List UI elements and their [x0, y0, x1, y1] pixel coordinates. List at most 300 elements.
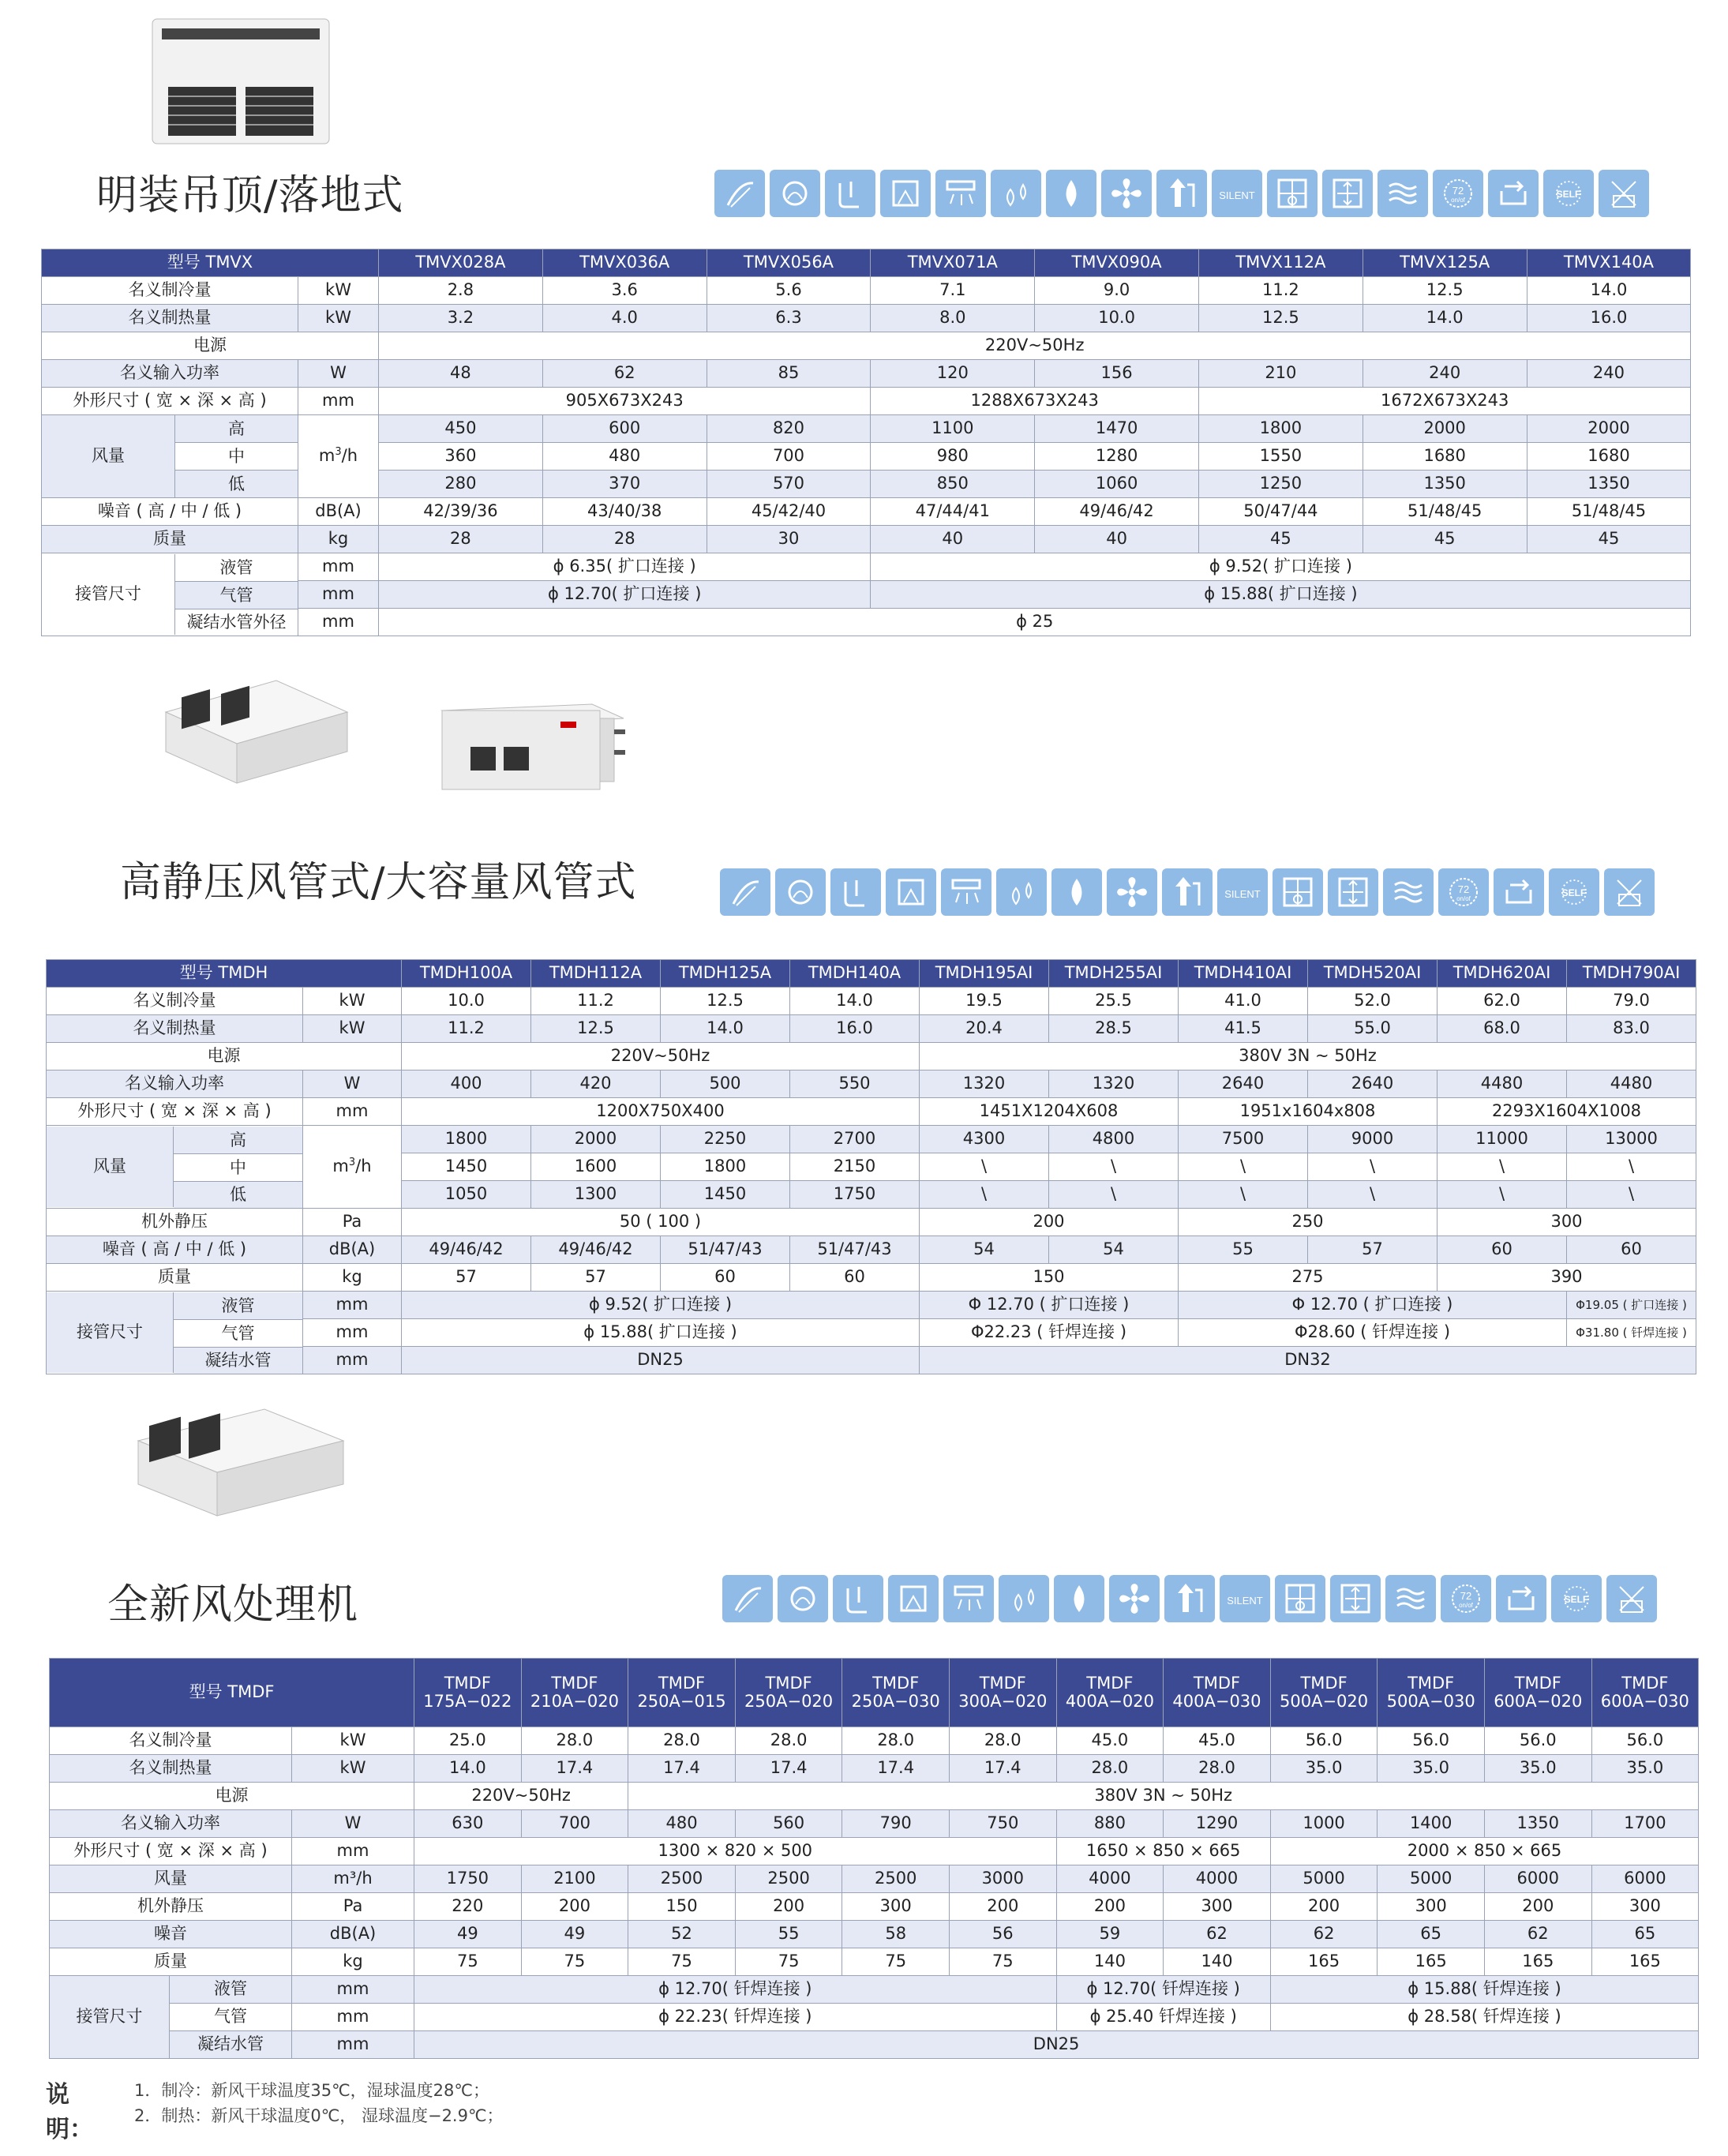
fan-icon [1101, 170, 1152, 217]
value-cell: 19.5 [920, 988, 1049, 1015]
sub-label: 气管 [174, 1320, 302, 1348]
row-label: 名义输入功率 [42, 360, 298, 388]
svg-text:on/of: on/of [1459, 1602, 1473, 1609]
sub-label: 低 [175, 471, 298, 497]
row-noise [50, 1921, 1699, 1948]
row-pipe-drain [50, 2031, 1699, 2059]
note-line-2: 2．制热：新风干球温度0℃， 湿球温度−2.9℃； [134, 2106, 504, 2125]
value-cell: 1550 [1198, 443, 1363, 471]
value-cell: 400 [402, 1071, 531, 1098]
value-cell: 20.4 [920, 1015, 1049, 1043]
value-cell: 43/40/38 [542, 498, 707, 526]
value-cell: 390 [1438, 1264, 1696, 1292]
value-cell: 85 [707, 360, 871, 388]
value-cell: 450 [379, 415, 543, 443]
row-dims [50, 1838, 1699, 1865]
value-cell: 48 [379, 360, 543, 388]
value-cell: 35.0 [1591, 1755, 1699, 1783]
row-dims [47, 1098, 1696, 1126]
value-cell: 40 [1035, 526, 1199, 553]
value-cell: 8.0 [871, 305, 1035, 332]
value-cell: 11.2 [1198, 277, 1363, 305]
notes-label: 说明： [46, 2081, 93, 2143]
value-cell: 4800 [1049, 1126, 1179, 1153]
value-cell: Φ31.80 ( 钎焊连接 ) [1567, 1319, 1696, 1347]
value-cell: 41.5 [1179, 1015, 1308, 1043]
value-cell: 17.4 [842, 1755, 950, 1783]
value-cell: \ [1308, 1181, 1438, 1209]
value-cell: 2640 [1308, 1071, 1438, 1098]
unit-cell: mm [298, 609, 379, 636]
value-cell: 45.0 [1056, 1727, 1164, 1755]
row-label: 接管尺寸 [47, 1292, 174, 1373]
model-cell: TMVX112A [1198, 249, 1363, 277]
value-cell: 1700 [1591, 1810, 1699, 1838]
value-cell: 55 [1179, 1236, 1308, 1264]
unit-cell: mm [298, 553, 379, 581]
value-cell: 2640 [1179, 1071, 1308, 1098]
value-cell: 1951x1604x808 [1179, 1098, 1438, 1126]
timer-72-icon [1433, 170, 1483, 217]
row-pipe-liquid [42, 553, 1691, 581]
value-cell: ϕ 6.35( 扩口连接 ) [379, 553, 871, 581]
value-cell: 1320 [1049, 1071, 1179, 1098]
value-cell: 52.0 [1308, 988, 1438, 1015]
model-cell: TMDF 400A−020 [1056, 1659, 1164, 1727]
model-cell: TMDF 400A−030 [1164, 1659, 1271, 1727]
pipe-label-group [42, 553, 298, 636]
row-label: 名义制热量 [47, 1015, 303, 1043]
value-cell: 1451X1204X608 [920, 1098, 1179, 1126]
self-diagnose-icon [1543, 170, 1594, 217]
value-cell: 905X673X243 [379, 388, 871, 415]
value-cell: 49/46/42 [402, 1236, 531, 1264]
value-cell: 750 [950, 1810, 1057, 1838]
value-cell: 54 [1049, 1236, 1179, 1264]
value-cell: 7500 [1179, 1126, 1308, 1153]
row-label: 名义输入功率 [50, 1810, 292, 1838]
value-cell: 11.2 [531, 988, 661, 1015]
model-cell: TMDF 500A−030 [1378, 1659, 1485, 1727]
fresh-air-unit-image [130, 1401, 351, 1520]
model-cell: TMDH620AI [1438, 960, 1567, 988]
value-cell: 40 [871, 526, 1035, 553]
value-cell: 200 [521, 1893, 628, 1921]
value-cell: ϕ 15.88( 扩口连接 ) [871, 581, 1691, 609]
row-power-supply [42, 332, 1691, 360]
value-cell: 60 [790, 1264, 920, 1292]
row-label: 外形尺寸 ( 宽 × 深 × 高 ) [47, 1098, 303, 1126]
value-cell: 79.0 [1567, 988, 1696, 1015]
value-cell: DN25 [414, 2031, 1699, 2059]
value-cell: 200 [950, 1893, 1057, 1921]
value-cell: 3.2 [379, 305, 543, 332]
value-cell: 240 [1363, 360, 1527, 388]
row-label: 机外静压 [50, 1893, 292, 1921]
value-cell: 2000 [531, 1126, 661, 1153]
value-cell: 2500 [735, 1865, 842, 1893]
model-cell: TMVX036A [542, 249, 707, 277]
value-cell: 2500 [842, 1865, 950, 1893]
row-label: 名义输入功率 [47, 1071, 303, 1098]
sub-label: 中 [174, 1154, 302, 1182]
value-cell: 220V~50Hz [379, 332, 1691, 360]
value-cell: 1060 [1035, 471, 1199, 498]
value-cell: ϕ 25.40 钎焊连接 ) [1056, 2004, 1270, 2031]
model-cell: TMVX056A [707, 249, 871, 277]
value-cell: 50/47/44 [1198, 498, 1363, 526]
unit-cell: dB(A) [303, 1236, 402, 1264]
value-cell: 45/42/40 [707, 498, 871, 526]
value-cell: 56.0 [1591, 1727, 1699, 1755]
silent-icon [1220, 1575, 1270, 1622]
wave-icon [1385, 1575, 1436, 1622]
value-cell: 1300 × 820 × 500 [414, 1838, 1057, 1865]
grid-icon [1267, 170, 1318, 217]
unit-cell: kW [303, 1015, 402, 1043]
value-cell: 28.0 [735, 1727, 842, 1755]
value-cell: 58 [842, 1921, 950, 1948]
unit-cell: kW [292, 1727, 414, 1755]
value-cell: 140 [1056, 1948, 1164, 1976]
unit-cell: mm [292, 2031, 414, 2059]
value-cell: \ [1438, 1181, 1567, 1209]
unit-cell: mm [303, 1292, 402, 1319]
value-cell: 11.2 [402, 1015, 531, 1043]
value-cell: 1680 [1527, 443, 1691, 471]
header-model: 型号 TMDH [47, 960, 402, 988]
value-cell: 2250 [661, 1126, 790, 1153]
value-cell: 56.0 [1270, 1727, 1378, 1755]
value-cell: 62 [1164, 1921, 1271, 1948]
value-cell: 4000 [1056, 1865, 1164, 1893]
value-cell: 75 [842, 1948, 950, 1976]
value-cell: 200 [1484, 1893, 1591, 1921]
value-cell: \ [1049, 1181, 1179, 1209]
row-label: 电源 [42, 332, 379, 360]
value-cell: 16.0 [790, 1015, 920, 1043]
value-cell: 700 [707, 443, 871, 471]
value-cell: \ [1567, 1153, 1696, 1181]
value-cell: 68.0 [1438, 1015, 1567, 1043]
silent-icon [1217, 868, 1268, 916]
value-cell: Φ19.05 ( 扩口连接 ) [1567, 1292, 1696, 1319]
sub-label: 高 [175, 415, 298, 443]
value-cell: 35.0 [1270, 1755, 1378, 1783]
value-cell: 4480 [1567, 1071, 1696, 1098]
value-cell: 1288X673X243 [871, 388, 1199, 415]
value-cell: DN25 [402, 1347, 920, 1374]
row-noise [47, 1236, 1696, 1264]
water-drop-icon [1046, 170, 1096, 217]
row-label: 机外静压 [47, 1209, 303, 1236]
model-cell: TMVX125A [1363, 249, 1527, 277]
model-cell: TMDF 300A−020 [950, 1659, 1057, 1727]
model-cell: TMDH255AI [1049, 960, 1179, 988]
row-air [50, 1865, 1699, 1893]
row-input [47, 1071, 1696, 1098]
unit-cell: mm [292, 1976, 414, 2004]
feature-icons-row-3 [722, 1575, 1657, 1622]
value-cell: 14.0 [414, 1755, 522, 1783]
row-label: 噪音 ( 高 / 中 / 低 ) [42, 498, 298, 526]
value-cell: 380V 3N ~ 50Hz [920, 1043, 1696, 1071]
humidify-icon [999, 1575, 1049, 1622]
model-cell: TMDF 600A−020 [1484, 1659, 1591, 1727]
value-cell: 700 [521, 1810, 628, 1838]
row-dims [42, 388, 1691, 415]
svg-text:on/of: on/of [1456, 895, 1471, 902]
value-cell: 280 [379, 471, 543, 498]
value-cell: 1800 [661, 1153, 790, 1181]
value-cell: 16.0 [1527, 305, 1691, 332]
value-cell: 120 [871, 360, 1035, 388]
value-cell: 150 [628, 1893, 736, 1921]
value-cell: 1400 [1378, 1810, 1485, 1838]
value-cell: 2100 [521, 1865, 628, 1893]
water-drop-icon [1051, 868, 1102, 916]
value-cell: 45.0 [1164, 1727, 1271, 1755]
value-cell: 200 [1056, 1893, 1164, 1921]
value-cell: ϕ 12.70( 扩口连接 ) [379, 581, 871, 609]
value-cell: 17.4 [521, 1755, 628, 1783]
value-cell: 360 [379, 443, 543, 471]
self-diagnose-icon [1549, 868, 1599, 916]
fresh-air-icon [886, 868, 936, 916]
value-cell: 2000 [1363, 415, 1527, 443]
fresh-air-icon [880, 170, 931, 217]
row-label: 名义制热量 [50, 1755, 292, 1783]
row-label: 外形尺寸 ( 宽 × 深 × 高 ) [50, 1838, 292, 1865]
row-label: 风量 [42, 415, 175, 497]
model-cell: TMDH125A [661, 960, 790, 988]
value-cell: 17.4 [628, 1755, 736, 1783]
value-cell: 42/39/36 [379, 498, 543, 526]
turbo-icon [1164, 1575, 1215, 1622]
value-cell: 75 [521, 1948, 628, 1976]
row-label: 名义制冷量 [50, 1727, 292, 1755]
row-pipe-gas [50, 2004, 1699, 2031]
row-label: 外形尺寸 ( 宽 × 深 × 高 ) [42, 388, 298, 415]
value-cell: 1300 [531, 1181, 661, 1209]
unit-cell: kW [303, 988, 402, 1015]
value-cell: 300 [842, 1893, 950, 1921]
unit-cell: kg [292, 1948, 414, 1976]
row-air-high [42, 415, 1691, 443]
value-cell: 49 [521, 1921, 628, 1948]
value-cell: 2700 [790, 1126, 920, 1153]
value-cell: 6000 [1591, 1865, 1699, 1893]
value-cell: 28.0 [1164, 1755, 1271, 1783]
value-cell: 220 [414, 1893, 522, 1921]
value-cell: 1290 [1164, 1810, 1271, 1838]
row-power-supply [50, 1783, 1699, 1810]
air-label-group [42, 415, 298, 498]
model-cell: TMDF 500A−020 [1270, 1659, 1378, 1727]
drain-pump-icon [825, 170, 875, 217]
model-cell: TMDH100A [402, 960, 531, 988]
unit-cell: kg [303, 1264, 402, 1292]
value-cell: 1800 [1198, 415, 1363, 443]
value-cell: 200 [920, 1209, 1179, 1236]
value-cell: 30 [707, 526, 871, 553]
unit-cell: mm [303, 1098, 402, 1126]
sleep-icon [1604, 868, 1655, 916]
humidify-icon [991, 170, 1041, 217]
unit-cell: mm [303, 1319, 402, 1347]
value-cell: 9.0 [1035, 277, 1199, 305]
value-cell: 300 [1591, 1893, 1699, 1921]
model-cell: TMDF 175A−022 [414, 1659, 522, 1727]
value-cell: 300 [1438, 1209, 1696, 1236]
value-cell: ϕ 25 [379, 609, 1691, 636]
row-label: 名义制冷量 [47, 988, 303, 1015]
row-mass [42, 526, 1691, 553]
value-cell: 41.0 [1179, 988, 1308, 1015]
wave-icon [1383, 868, 1434, 916]
section3-title: 全新风处理机 [107, 1581, 359, 1629]
value-cell: 4300 [920, 1126, 1049, 1153]
value-cell: 83.0 [1567, 1015, 1696, 1043]
value-cell: 10.0 [1035, 305, 1199, 332]
value-cell: 17.4 [735, 1755, 842, 1783]
unit-cell: mm [303, 1347, 402, 1374]
value-cell: 165 [1270, 1948, 1378, 1976]
air-label-group [47, 1126, 303, 1209]
row-input [42, 360, 1691, 388]
sub-label: 凝结水管 [170, 2031, 292, 2059]
value-cell: 150 [920, 1264, 1179, 1292]
row-label: 噪音 ( 高 / 中 / 低 ) [47, 1236, 303, 1264]
unit-cell: kg [298, 526, 379, 553]
value-cell: ϕ 12.70( 钎焊连接 ) [1056, 1976, 1270, 2004]
row-heat [47, 1015, 1696, 1043]
unit-cell: W [298, 360, 379, 388]
dehumidify-icon [941, 868, 991, 916]
value-cell: 1320 [920, 1071, 1049, 1098]
row-esp [50, 1893, 1699, 1921]
value-cell: 165 [1484, 1948, 1591, 1976]
value-cell: 820 [707, 415, 871, 443]
value-cell: 9000 [1308, 1126, 1438, 1153]
value-cell: 300 [1164, 1893, 1271, 1921]
dehumidify-icon [935, 170, 986, 217]
value-cell: 1000 [1270, 1810, 1378, 1838]
value-cell: 300 [1378, 1893, 1485, 1921]
row-label: 质量 [47, 1264, 303, 1292]
value-cell: 62.0 [1438, 988, 1567, 1015]
value-cell: 2500 [628, 1865, 736, 1893]
value-cell: 480 [628, 1810, 736, 1838]
model-cell: TMDH112A [531, 960, 661, 988]
value-cell: 5000 [1270, 1865, 1378, 1893]
unit-cell: $m^3/h$ [298, 415, 379, 498]
row-pipe-liquid [50, 1976, 1699, 2004]
water-drop-icon [1054, 1575, 1104, 1622]
row-heat [42, 305, 1691, 332]
value-cell: \ [1308, 1153, 1438, 1181]
value-cell: 75 [628, 1948, 736, 1976]
row-label: 接管尺寸 [50, 1976, 170, 2059]
value-cell: 3000 [950, 1865, 1057, 1893]
row-label: 名义制冷量 [42, 277, 298, 305]
row-input [50, 1810, 1699, 1838]
unit-cell: dB(A) [292, 1921, 414, 1948]
value-cell: 51/48/45 [1527, 498, 1691, 526]
value-cell: 56 [950, 1921, 1057, 1948]
fan-icon [1107, 868, 1157, 916]
value-cell: 210 [1198, 360, 1363, 388]
filter-icon [775, 868, 826, 916]
value-cell: 7.1 [871, 277, 1035, 305]
value-cell: 165 [1591, 1948, 1699, 1976]
model-cell: TMVX028A [379, 249, 543, 277]
value-cell: 56.0 [1484, 1727, 1591, 1755]
value-cell: 52 [628, 1921, 736, 1948]
row-mass [50, 1948, 1699, 1976]
value-cell: 12.5 [661, 988, 790, 1015]
value-cell: 12.5 [531, 1015, 661, 1043]
feature-icons-row-2 [720, 868, 1655, 916]
value-cell: 28.0 [950, 1727, 1057, 1755]
unit-cell: Pa [292, 1893, 414, 1921]
value-cell: ϕ 9.52( 扩口连接 ) [402, 1292, 920, 1319]
value-cell: 980 [871, 443, 1035, 471]
value-cell: 25.0 [414, 1727, 522, 1755]
unit-cell: kW [298, 277, 379, 305]
value-cell: 12.5 [1198, 305, 1363, 332]
row-pipe-liquid [47, 1292, 1696, 1319]
value-cell: 1750 [790, 1181, 920, 1209]
value-cell: 200 [735, 1893, 842, 1921]
model-cell: TMDH195AI [920, 960, 1049, 988]
unit-cell: mm [298, 581, 379, 609]
value-cell: 59 [1056, 1921, 1164, 1948]
value-cell: 250 [1179, 1209, 1438, 1236]
svg-text:SILENT: SILENT [1219, 189, 1255, 201]
value-cell: 850 [871, 471, 1035, 498]
sub-label: 液管 [174, 1292, 302, 1320]
value-cell: 14.0 [661, 1015, 790, 1043]
value-cell: 35.0 [1484, 1755, 1591, 1783]
section1-title: 明装吊顶/落地式 [96, 172, 404, 219]
model-cell: TMVX090A [1035, 249, 1199, 277]
row-label: 噪音 [50, 1921, 292, 1948]
note-line-1: 1．制冷：新风干球温度35℃，湿球温度28℃； [134, 2081, 489, 2100]
value-cell: \ [1567, 1181, 1696, 1209]
value-cell: 1600 [531, 1153, 661, 1181]
value-cell: 28.0 [1056, 1755, 1164, 1783]
value-cell: 630 [414, 1810, 522, 1838]
model-cell: TMDF 250A−030 [842, 1659, 950, 1727]
value-cell: 4000 [1164, 1865, 1271, 1893]
sub-label: 中 [175, 443, 298, 471]
sub-label: 凝结水管 [174, 1348, 302, 1374]
swing-icon [714, 170, 765, 217]
unit-cell: kW [292, 1755, 414, 1783]
row-label: 电源 [47, 1043, 402, 1071]
svg-text:SELF: SELF [1556, 189, 1581, 200]
value-cell: 156 [1035, 360, 1199, 388]
value-cell: 62 [1270, 1921, 1378, 1948]
value-cell: 47/44/41 [871, 498, 1035, 526]
value-cell: 2150 [790, 1153, 920, 1181]
value-cell: 28.0 [521, 1727, 628, 1755]
value-cell: 570 [707, 471, 871, 498]
duct-unit-image-1 [158, 673, 355, 791]
value-cell: 420 [531, 1071, 661, 1098]
value-cell: 57 [1308, 1236, 1438, 1264]
